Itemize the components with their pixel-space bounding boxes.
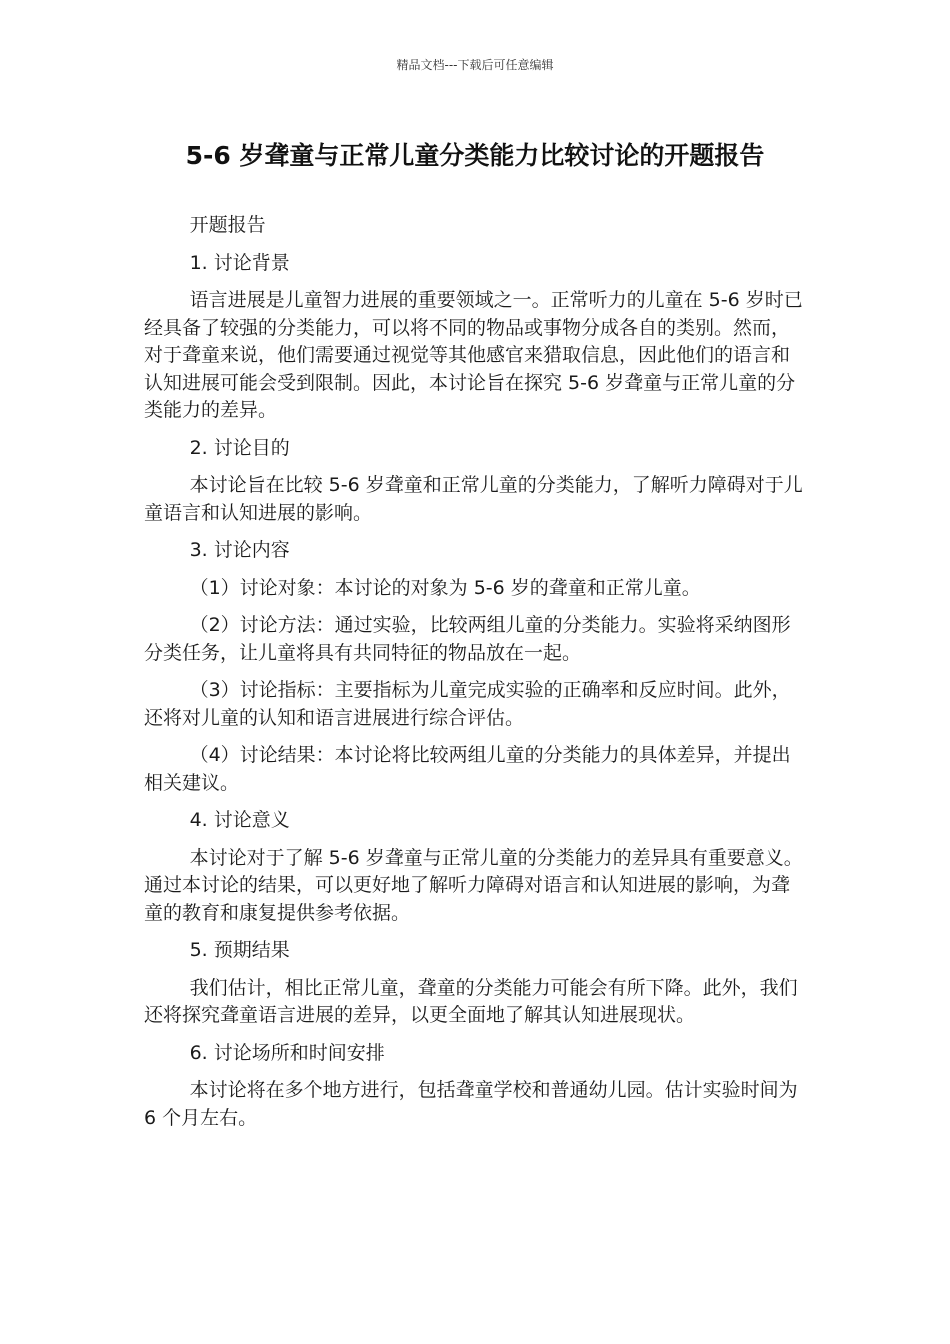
- section-paragraph-venue-schedule: 本讨论将在多个地方进行，包括聋童学校和普通幼儿园。估计实验时间为 6 个月左右。: [144, 1079, 798, 1129]
- section-heading-venue-schedule: 6. 讨论场所和时间安排: [189, 1041, 385, 1064]
- section-paragraph-background: 语言进展是儿童智力进展的重要领域之一。正常听力的儿童在 5-6 岁时已经具备了较强的分类能力，可以将不同的物品或事物分成各自的类别。然而，对于聋童来说，他们需要通过视觉等其他感官来猎取信息，因此他们的语言和认知进展可能会受到限制。因此，本讨论旨在探究 5-6 岁聋童与正常儿童的分类能力的差异。: [144, 289, 803, 421]
- document-body: [144, 212, 806, 1142]
- section-heading-content: 3. 讨论内容: [189, 539, 290, 561]
- intro-heading: 开题报告: [189, 214, 266, 236]
- section-paragraph-expected-results: 我们估计，相比正常儿童，聋童的分类能力可能会有所下降。此外，我们还将探究聋童语言进展的差异，以更全面地了解其认知进展现状。: [144, 976, 798, 1026]
- content-item-subjects: （1）讨论对象：本讨论的对象为 5-6 岁的聋童和正常儿童。: [189, 576, 701, 599]
- document-title: 5-6 岁聋童与正常儿童分类能力比较讨论的开题报告: [185, 141, 765, 170]
- section-heading-significance: 4. 讨论意义: [189, 809, 290, 831]
- content-item-method: （2）讨论方法：通过实验，比较两组儿童的分类能力。实验将采纳图形分类任务，让儿童将具有共同特征的物品放在一起。: [144, 614, 791, 664]
- content-item-results: （4）讨论结果：本讨论将比较两组儿童的分类能力的具体差异，并提出相关建议。: [144, 744, 791, 794]
- content-item-indicators: （3）讨论指标：主要指标为儿童完成实验的正确率和反应时间。此外，还将对儿童的认知和语言进展进行综合评估。: [144, 679, 791, 729]
- section-heading-background: 1. 讨论背景: [189, 251, 290, 274]
- section-heading-purpose: 2. 讨论目的: [189, 436, 290, 459]
- page-header-watermark: 精品文档---下载后可任意编辑: [396, 58, 554, 72]
- section-heading-expected-results: 5. 预期结果: [189, 939, 290, 961]
- section-paragraph-purpose: 本讨论旨在比较 5-6 岁聋童和正常儿童的分类能力，了解听力障碍对于儿童语言和认知进展的影响。: [144, 474, 803, 524]
- section-paragraph-significance: 本讨论对于了解 5-6 岁聋童与正常儿童的分类能力的差异具有重要意义。通过本讨论的结果，可以更好地了解听力障碍对语言和认知进展的影响，为聋童的教育和康复提供参考依据。: [144, 846, 803, 924]
